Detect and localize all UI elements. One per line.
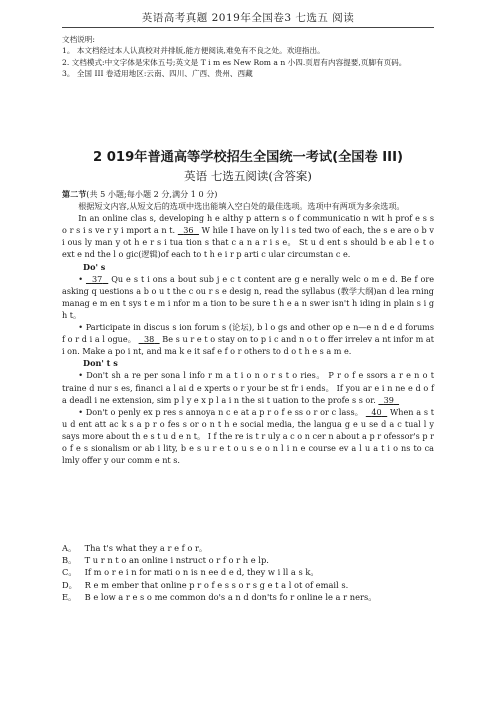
do-item-1-text: Qu e s t i ons a bout sub j e c t content are g e nerally welc o m e d. Be f ore asking q uestions a b o u t the c ou r s e desig n, read the syllabus (教学大纲)an d lea rning manag e m en t sys t e m i nfor m a tion to be sure t h e a n swer isn't h iding in plain s i g h t。 xyxy=(62,273,434,320)
option-letter: A。 xyxy=(62,543,77,553)
blank-36-number: 36 xyxy=(183,225,194,236)
do-item-1 xyxy=(62,273,434,321)
blank-36[interactable] xyxy=(178,225,199,235)
note-item-1: 1。 本文档经过本人认真校对并排版,能方便阅读,难免有不良之处。欢迎指出。 xyxy=(62,46,325,56)
document-notes xyxy=(62,34,434,79)
dont-item-2 xyxy=(62,406,434,466)
paragraph-1-start: In an online clas s, developing h e althy p attern s o f communicatio n wit h prof e s s o r s i s ve r y i mport a n t. xyxy=(62,213,434,236)
note-item-2: 2. 文档模式:中文字体是宋体五号;英文是 T i m es New Rom a n 小四.页眉有内容提要,页脚有页码。 xyxy=(62,57,407,67)
option-text: B e low a r e s o me common do's a n d don'ts fo r online le a r ners。 xyxy=(82,591,377,602)
dont-item-1 xyxy=(62,369,434,405)
option-b[interactable] xyxy=(62,554,434,566)
blank-38-number: 38 xyxy=(143,334,155,345)
header-divider xyxy=(62,27,434,28)
section-heading: 第二节 xyxy=(62,189,87,199)
option-letter: E。 xyxy=(62,591,77,602)
blank-40-number: 40 xyxy=(371,406,382,417)
dos-heading: Do' s xyxy=(83,261,106,272)
blank-37[interactable] xyxy=(86,274,108,284)
do-item-1-bullet: • xyxy=(78,273,86,284)
do-item-2-text: • Participate in discus s ion forum s (论坛), b l o gs and other op e n—e n d e d forums f o r d i a l ogue。 xyxy=(62,322,434,345)
dont-item-2-text: • Don't o penly ex p res s annoya n c e at a p r o f e ss o r or c lass。 xyxy=(78,406,364,417)
option-a[interactable] xyxy=(62,542,434,554)
do-item-2-end: Be s u r e t o stay on to p i c and n o t o ffer irrelev a nt infor m at i on. Make a po i nt, and ma k e it saf e f o r others to d o t h e s a m e. xyxy=(62,334,434,357)
answer-options xyxy=(62,542,434,603)
option-d[interactable] xyxy=(62,579,434,591)
dont-item-2-end: When a s t u d ent att ac k s a p r o fes s or o n t h e social media, the langua g e u se d a c tual l y says more about th e s t u d e n t。 I f the re is t r uly a c o n cer n about a p r ofessor's p r o f e s sionalism or ab i lity, b e s u r e t o u s e o n l i n e course ev a l u a t i o ns to ca lmly offer y our comm e nt s. xyxy=(62,406,434,466)
option-text: T u r n t o an online i nstruct o r f o r h e lp. xyxy=(82,555,269,566)
do-item-2 xyxy=(62,321,434,357)
page-header: 英语高考真题 2019年全国卷3 七选五 阅读 xyxy=(141,12,355,24)
section-heading-note: (共 5 小题;每小题 2 分,满分 1 0 分) xyxy=(86,189,218,199)
option-letter: B。 xyxy=(62,555,77,566)
option-letter: D。 xyxy=(62,579,77,590)
option-text: Tha t's what they a r e f o r。 xyxy=(82,543,208,553)
exam-subtitle: 英语 七选五阅读(含答案) xyxy=(184,169,312,183)
option-letter: C。 xyxy=(62,567,77,578)
option-text: If m o r e i n for mati o n is n ee d e d, they w i ll a s k。 xyxy=(82,567,319,578)
blank-38[interactable] xyxy=(139,334,160,344)
blank-39[interactable] xyxy=(378,395,399,405)
donts-heading: Don' t s xyxy=(83,358,118,369)
section-heading-line xyxy=(62,188,434,200)
section-instruction: 根据短文内容,从短文后的选项中选出能填入空白处的最佳选项。选项中有两项为多余选项。 xyxy=(78,201,405,212)
blank-39-number: 39 xyxy=(383,394,394,405)
note-item-3: 3。 全国 III 卷适用地区:云南、四川、广西、贵州、西藏 xyxy=(62,68,253,78)
option-text: R e m ember that online p r o f e s s o r s g e t a l ot of email s. xyxy=(82,579,349,590)
exam-title: 2 019年普通高等学校招生全国统一考试(全国卷 III) xyxy=(92,150,404,165)
reading-passage xyxy=(62,188,434,466)
paragraph-1-end: W hile I have on ly l i s ted two of each, the s e are o b v i ous ly man y ot h e r s i tua tion s that c a n a r i s e。 St u d ent s should b e ab l e t o ext e nd the l o gic(逻辑)of each to t h e i r p arti c ular circumstan c e. xyxy=(62,225,434,260)
option-c[interactable] xyxy=(62,566,434,578)
blank-37-number: 37 xyxy=(91,273,103,284)
paragraph-1 xyxy=(62,212,434,260)
notes-heading: 文档说明: xyxy=(62,35,95,44)
blank-40[interactable] xyxy=(366,407,387,417)
option-e[interactable] xyxy=(62,591,434,603)
dont-item-1-text: • Don't sh a re per sona l info r m a t i o n o r s t o ries。 P r o f e ssors a r e n o t traine d nur s es, financi a l ai d e xperts o r your be st fr i ends。 If you ar e i n ne e d o f a deadl i ne extension, sim p l y e x p l a i n the si t uation to the profe s s or. xyxy=(62,370,434,405)
